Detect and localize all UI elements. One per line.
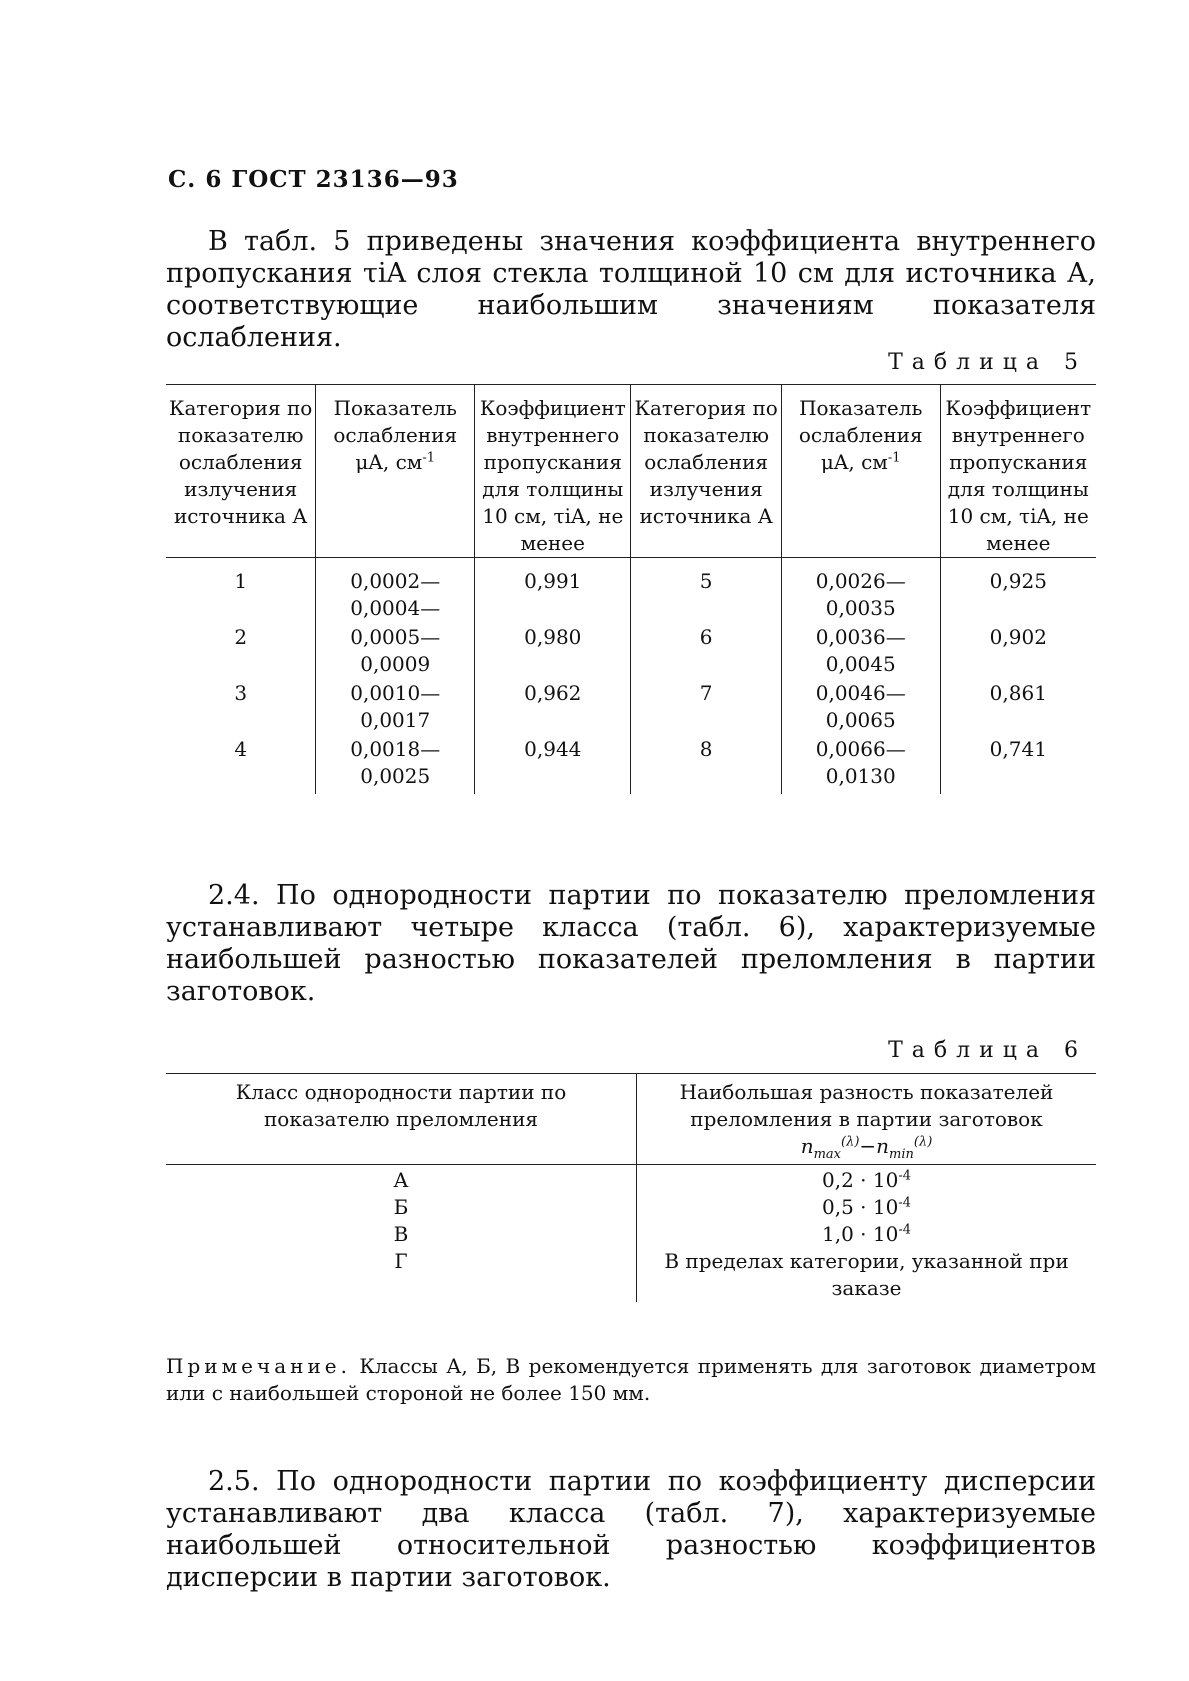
cell-transmission: 0,991	[475, 558, 631, 623]
table-row	[166, 678, 1096, 734]
cell-category: 7	[631, 678, 781, 734]
table-row	[166, 1221, 1096, 1248]
cell-class: В	[393, 1222, 409, 1246]
cell-class: Г	[394, 1249, 408, 1273]
table5-caption: Таблица 5	[888, 350, 1087, 375]
cell-attenuation: 0,0026— 0,0035	[781, 558, 940, 623]
table6-note	[166, 1353, 1096, 1407]
cell-category: 4	[234, 737, 248, 761]
cell-category: 6	[631, 622, 781, 678]
cell-class: Б	[393, 1195, 409, 1219]
table6-header-difference: Наибольшая разность показателей преломления в партии заготовок $n_{max}^{(\lambda)}-n_{min}^{(\lambda)}$	[637, 1074, 1097, 1165]
table-row	[166, 1194, 1096, 1221]
table6	[166, 1073, 1096, 1302]
cell-difference: В пределах категории, указанной при заказе	[637, 1248, 1097, 1302]
table-row	[166, 1248, 1096, 1302]
cell-category: 2	[234, 625, 248, 649]
cell-difference: $0,5 \cdot 10^{-4}$	[637, 1194, 1097, 1221]
table6-header-class: Класс однородности партии по показателю преломления	[235, 1080, 567, 1131]
table5-header-transmission-2: Коэффициент внутреннего пропускания для толщины 10 см, τiA, не менее	[940, 385, 1096, 558]
cell-transmission: 0,925	[940, 558, 1096, 623]
paragraph-2-5	[166, 1466, 1096, 1594]
cell-category: 8	[631, 734, 781, 794]
table5-header-category-1: Категория по показателю ослабления излучения источника А	[169, 396, 313, 528]
cell-attenuation: 0,0046— 0,0065	[781, 678, 940, 734]
cell-attenuation: 0,0005— 0,0009	[316, 622, 475, 678]
cell-category: 3	[234, 681, 248, 705]
table5-header-transmission-1: Коэффициент внутреннего пропускания для толщины 10 см, τiA, не менее	[475, 385, 631, 558]
cell-transmission: 0,980	[475, 622, 631, 678]
cell-category: 1	[234, 569, 248, 593]
table6-header-row	[166, 1074, 1096, 1165]
cell-transmission: 0,944	[475, 734, 631, 794]
cell-attenuation: 0,0010— 0,0017	[316, 678, 475, 734]
cell-difference: $1,0 \cdot 10^{-4}$	[637, 1221, 1097, 1248]
table5-header-attenuation-2: Показатель ослабления μA, $см^{-1}$	[781, 385, 940, 558]
cell-transmission: 0,741	[940, 734, 1096, 794]
cell-attenuation: 0,0018— 0,0025	[316, 734, 475, 794]
cell-transmission: 0,902	[940, 622, 1096, 678]
table5-header-category-2: Категория по показателю ослабления излучения источника А	[631, 385, 781, 558]
table-row	[166, 622, 1096, 678]
cell-attenuation: 0,0066— 0,0130	[781, 734, 940, 794]
cell-category: 5	[631, 558, 781, 623]
page-header: С. 6 ГОСТ 23136—93	[168, 166, 459, 193]
formula: $n_{max}^{(\lambda)}-n_{min}^{(\lambda)}$	[800, 1134, 933, 1162]
cell-transmission: 0,962	[475, 678, 631, 734]
table5	[166, 384, 1096, 794]
table5-header-attenuation-1: Показатель ослабления μA, $см^{-1}$	[316, 385, 475, 558]
table-row	[166, 1165, 1096, 1195]
cell-transmission: 0,861	[940, 678, 1096, 734]
cell-class: А	[393, 1168, 409, 1192]
table-row	[166, 558, 1096, 623]
note-text: Классы А, Б, В рекомендуется применять для заготовок диаметром или с наибольшей стороной не более 150 мм.	[166, 1354, 1097, 1405]
table5-header-row	[166, 385, 1096, 558]
note-label: Примечание.	[166, 1354, 351, 1378]
cell-attenuation: 0,0036— 0,0045	[781, 622, 940, 678]
cell-attenuation: 0,0002— 0,0004—	[316, 558, 475, 623]
cell-difference: $0,2 \cdot 10^{-4}$	[637, 1165, 1097, 1195]
paragraph-text: 2.5. По однородности партии по коэффициенту дисперсии устанавливают два класса (табл. 7), характеризуемые наибольшей относительной разностью коэффициентов дисперсии в партии заготовок.	[166, 1466, 1096, 1593]
table6-caption: Таблица 6	[888, 1038, 1087, 1063]
paragraph-table5-intro	[166, 226, 1096, 354]
paragraph-2-4	[166, 880, 1096, 1008]
table-row	[166, 734, 1096, 794]
paragraph-text: 2.4. По однородности партии по показателю преломления устанавливают четыре класса (табл. 6), характеризуемые наибольшей разностью показателей преломления в партии заготовок.	[166, 880, 1096, 1007]
paragraph-text: В табл. 5 приведены значения коэффициента внутреннего пропускания τiA слоя стекла толщиной 10 см для источника А, соответствующие наибольшим значениям показателя ослабления.	[166, 226, 1096, 353]
